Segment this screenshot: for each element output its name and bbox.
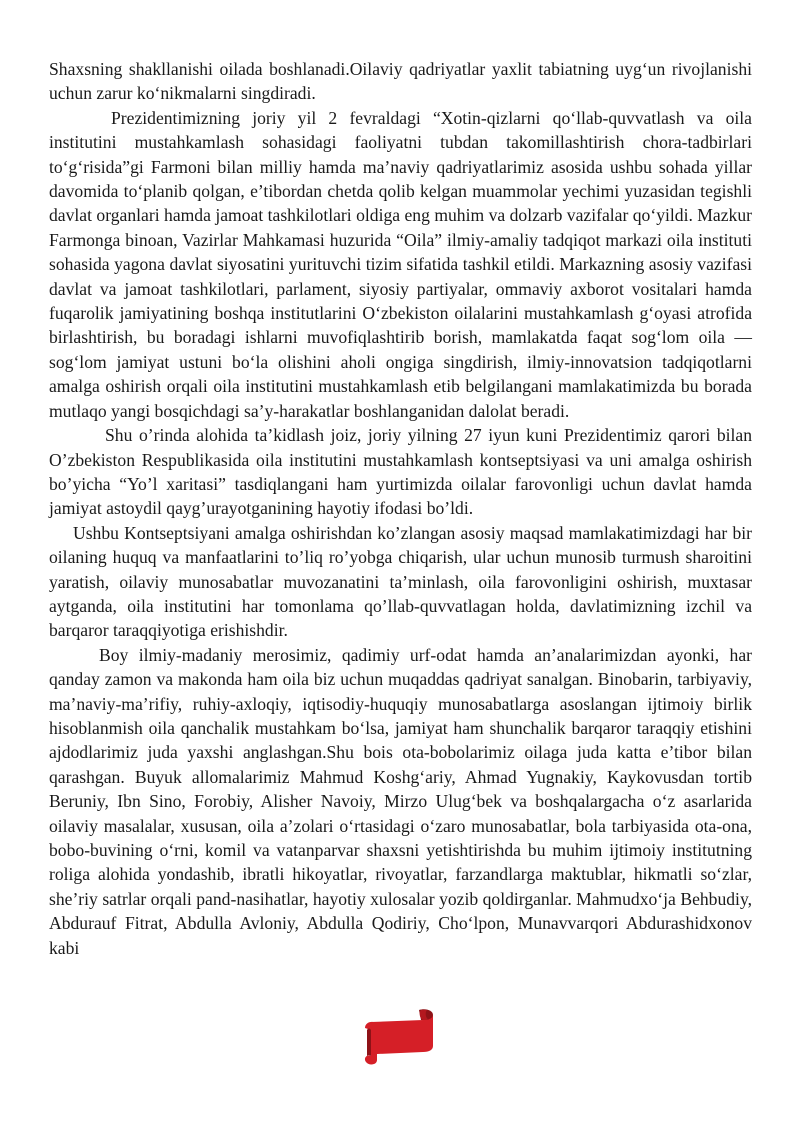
scroll-banner-icon bbox=[363, 1008, 437, 1066]
paragraph-intro: Shaxsning shakllanishi oilada boshlanadi.Oilaviy qadriyatlar yaxlit tabiatning uyg‘un rivojlanishi uchun zarur ko‘nikmalarni singdiradi. bbox=[49, 59, 752, 104]
paragraph-heritage: Boy ilmiy-madaniy merosimiz, qadimiy urf-odat hamda an’analarimizdan ayonki, har qanday zamon va makonda ham oila biz uchun muqaddas qadriyat sanalgan. Binobarin, tarbiyaviy, ma’naviy-ma’rifiy, ruhiy-axloqiy, iqtisodiy-huquqiy munosabatlarga asoslangan ijtimoiy birlik hisoblanmish oila qanchalik mustahkam bo‘lsa, jamiyat ham shunchalik barqaror taraqqiy etishini ajdodlarimiz juda yaxshi anglashgan.Shu bois ota-bobolarimiz oilaga juda katta e’tibor bilan qarashgan. Buyuk allomalarimiz Mahmud Koshg‘ariy, Ahmad Yugnakiy, Kaykovusdan tortib Beruniy, Ibn Sino, Forobiy, Alisher Navoiy, Mirzo Ulug‘bek va boshqalargacha o‘z asarlarida oilaviy masalalar, xususan, oila a’zolari o‘rtasidagi o‘zaro munosabatlar, bola tarbiyasida ota-ona, bobo-buvining o‘rni, komil va vatanparvar shaxsni yetishtirishda bu muhim ijtimoiy institutning roliga alohida yondashib, ibratli hikoyatlar, rivoyatlar, farzandlarga maktublar, hikmatli so‘zlar, she’riy satrlar orqali pand-nasihatlar, hayotiy xulosalar yozib qoldirganlar. Mahmudxo‘ja Behbudiy, Abdurauf Fitrat, Abdulla Avloniy, Abdulla Qodiriy, Cho‘lpon, Munavvarqori Abdurashidxonov kabi bbox=[49, 644, 752, 958]
paragraph-decree: Prezidentimizning joriy yil 2 fevraldagi “Xotin-qizlarni qo‘llab-quvvatlash va oila institutini mustahkamlash sohasidagi faoliyatni tubdan takomillashtirish chora-tadbirlari to‘g‘risida”gi Farmoni bilan milliy hamda ma’naviy qadriyatlarimiz asosida ushbu sohada yillar davomida to‘planib qolgan, e’tibordan chetda qolib kelgan muammolar yechimi yuzasidan tegishli davlat organlari hamda jamoat tashkilotlari oldiga eng muhim va dolzarb vazifalar qo‘yildi. Mazkur Farmonga binoan, Vazirlar Mahkamasi huzurida “Oila” ilmiy-amaliy tadqiqot markazi oila instituti sohasida yagona davlat siyosatini yurituvchi tizim sifatida tashkil etildi. Markazning asosiy vazifasi davlat va jamoat tashkilotlari, parlament, siyosiy partiyalar, ommaviy axborot vositalari hamda fuqarolik jamiyatining boshqa institutlarini O‘zbekiston oilalarini mustahkamlash g‘oyasi atrofida birlashtirish, bu boradagi ishlarni muvofiqlashtirib borish, mamlakatda faqat sog‘lom oila — sog‘lom jamiyat ustuni bo‘la olishini aholi ongiga singdirish, ilmiy-innovatsion tadqiqotlarni amalga oshirish orqali oila institutini mustahkamlash etib belgilangani mamlakatimizda bu borada mutlaqo yangi bosqichdagi sa’y-harakatlar boshlanganidan dalolat beradi. bbox=[49, 107, 752, 421]
document-page bbox=[49, 57, 752, 960]
paragraph-concept-goal: Ushbu Kontseptsiyani amalga oshirishdan ko’zlangan asosiy maqsad mamlakatimizdagi har bir oilaning huquq va manfaatlarini to’liq ro’yobga chiqarish, ular uchun munosib turmush sharoitini yaratish, oilaviy munosabatlar muvozanatini ta’minlash, oila farovonligini oshirish, muxtasar aytganda, oila institutini har tomonlama qo’llab-quvvatlagan holda, davlatimizning izchil va barqaror taraqqiyotiga erishishdir. bbox=[49, 522, 752, 641]
paragraph-concept-approval: Shu o’rinda alohida ta’kidlash joiz, joriy yilning 27 iyun kuni Prezidentimiz qarori bilan O’zbekiston Respublikasida oila institutini mustahkamlash kontseptsiyasi va uni amalga oshirish bo’yicha “Yo’l xaritasi” tasdiqlangani ham yurtimizda oilalar farovonligi uchun davlat hamda jamiyat astoydil qayg’urayotganining hayotiy ifodasi bo’ldi. bbox=[49, 425, 752, 519]
